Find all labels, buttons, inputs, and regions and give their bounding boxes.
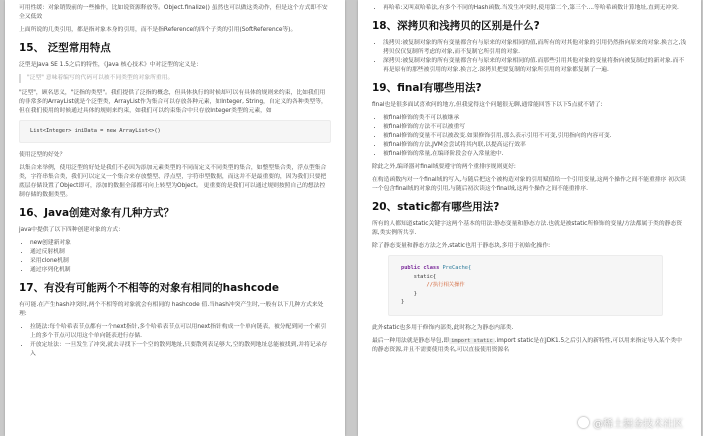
section-15-heading: 15、 泛型常用特点 bbox=[19, 42, 111, 54]
list-item: • 拉链法:每个哈希表节点都有一个next指针,多个哈希表节点可以用next指针构成一个单向链表，被分配到同一个索引上的多个节点可以用这个单向链表进行存储. bbox=[30, 323, 331, 341]
code-line: } bbox=[401, 290, 417, 297]
list-item: • 通过序列化机制 bbox=[30, 266, 331, 275]
list-item: • 浅拷贝:被复制对象的所有变量都含有与原来的对象相同的值,而所有的对其他对象的引用仍然指向原来的对象.换言之,浅拷贝仅仅复制所考虑的对象,而不复制它所引用的对象. bbox=[383, 39, 687, 57]
section-16-paragraph: java中提供了以下四种创建对象的方式： bbox=[19, 226, 124, 233]
section-19-heading: 19、final有哪些用法? bbox=[372, 82, 482, 94]
section-15-paragraph-3: 以集合来举例，使用泛型的好处是我们不必因为添加元素类型的不同而定义不同类型的集合，如整型集合类，浮点型集合类，字符串集合类，我们可以定义一个集合来存放整型、浮点型，字符串型数据，而这并不是最重要的，因为我们只要把底层存储设置了Object即可，添加的数据全部都可向上转型为Object。 更重要的是我们可以通过规则按照自己的想法控制存储的数据类型。 bbox=[19, 164, 327, 198]
list-item: • 被final修饰的方法不可以被重写 bbox=[383, 123, 687, 132]
rehash-list bbox=[372, 4, 687, 13]
section-15-paragraph-2: "泛型"，顾名思义，"泛指的类型"。我们提供了泛指的概念，但具体执行的时候却可以有具体的规则来约束，比如我们用的非常多的ArrayList就是个泛型类，ArrayList作为集合可以存放各种元素，如Integer, String，自定义的各种类型等，但在我们使用的时候通过具体的规则来约束，如我们可以约束集合中只存放Integer类型的元素，如 bbox=[19, 90, 327, 114]
section-16-heading: 16、Java创建对象有几种方式？ bbox=[19, 206, 175, 219]
right-page bbox=[358, 0, 701, 436]
logo-icon bbox=[578, 417, 589, 428]
list-item: • 开放定址法：一旦发生了冲突,就去寻找下一个空的散列地址,只要散列表足够大,空的散列地址总能被找到,并将记录存入 bbox=[30, 341, 331, 359]
list-item: • 被final修饰的常量,在编译阶段会存入常量池中. bbox=[383, 150, 687, 159]
section-19-paragraph-1: final也是很多面试喜欢问的地方,但我觉得这个问题很无聊,通常能回答下以下5点就不错了: bbox=[372, 102, 603, 108]
text-fragment: 最后一种用法就是静态导包,即 bbox=[372, 337, 450, 344]
list-item: • 被final修饰的变量不可以被改变.如果修饰引用,那么表示引用不可变,引用指向的内容可变. bbox=[383, 132, 687, 141]
final-usage-list bbox=[372, 114, 687, 159]
code-class-name: PreCache{ bbox=[439, 265, 472, 271]
list-item: • 被final修饰的类不可以被继承 bbox=[383, 114, 687, 123]
list-item: • 深拷贝:被复制对象的所有变量都含有与原来的对象相同的值.而那些引用其他对象的变量将指向被复制过的新对象.而不再是原有的那些被引用的对象.换言之.深拷贝把要复制的对象所引用的对象都复制了一遍. bbox=[383, 57, 687, 75]
section-17-heading: 17、有没有可能两个不相等的对象有相同的hashcode bbox=[19, 281, 279, 294]
hash-collision-list bbox=[19, 323, 331, 359]
section-20-paragraph-4 bbox=[372, 337, 687, 355]
list-item: • 再哈希:又叫双哈希法,有多个不同的Hash函数.当发生冲突时,使用第二个,第三个....等哈希函数计算地址,直到无冲突. bbox=[383, 4, 687, 13]
code-comment: //执行相关操作 bbox=[401, 282, 465, 288]
intro-paragraph-2: 上面所说的几类引用，都是指对象本身的引用，而不是指Reference的四个子类的引用(SoftReference等)。 bbox=[19, 27, 297, 33]
section-20-heading: 20、static都有哪些用法? bbox=[372, 201, 500, 213]
list-item: • new创建新对象 bbox=[30, 239, 331, 248]
section-19-paragraph-2: 除此之外,编译器对final域要遵守的两个重排序规则更好: bbox=[372, 164, 516, 170]
object-creation-list bbox=[19, 239, 331, 275]
section-19-paragraph-3: 在构造函数内对一个final域的写入,与随后把这个被构造对象的引用赋值给一个引用变量,这两个操作之间不能重排序 初次读一个包含final域的对象的引用,与随后初次读这个final域,这两个操作之间不能重排序. bbox=[372, 177, 686, 192]
code-keyword: public class bbox=[401, 265, 440, 271]
copy-difference-list bbox=[372, 39, 687, 75]
code-line: } bbox=[401, 299, 405, 305]
section-17-paragraph: 有可能.在产生hash冲突时,两个不相等的对象就会有相同的 hashcode 值.当hash冲突产生时,一般有以下几种方式来处理: bbox=[19, 301, 324, 317]
section-15-question: 使用泛型的好处？ bbox=[19, 151, 66, 158]
text-fragment: .import static是在JDK1.5之后引入的新特性,可以用来指定导入某个类中的静态资源,并且不需要使用类名,可以直接使用资源名 bbox=[372, 337, 682, 353]
list-item: • 采用clone机制 bbox=[30, 257, 331, 266]
generics-code-block bbox=[19, 120, 331, 143]
watermark-text: @稀土掘金技术社区 bbox=[593, 419, 683, 430]
inline-code: import static bbox=[451, 337, 493, 344]
section-20-paragraph-3: 此外static也多用于修饰内部类,此时称之为静态内部类. bbox=[372, 324, 514, 331]
code-line: static{ bbox=[401, 273, 437, 280]
list-item: • 被final修饰的方法,JVM会尝试将其内联,以提高运行效率 bbox=[383, 141, 687, 150]
section-20-paragraph-1: 所有的人都知道static关键字这两个基本的用法:静态变量和静态方法.也就是被static所修饰的变量/方法都属于类的静态资源,类实例所共享. bbox=[372, 221, 683, 236]
section-18-heading: 18、深拷贝和浅拷贝的区别是什么? bbox=[372, 20, 540, 32]
site-watermark bbox=[578, 415, 683, 430]
section-20-paragraph-2: 除了静态变量和静态方法之外,static也用于静态块,多用于初始化操作: bbox=[372, 243, 551, 249]
generics-quote: "泛型" 意味着编写的代码可以被不同类型的对象所重用。 bbox=[19, 74, 331, 83]
intro-paragraph-1: 可用性缓：对象销毁前的一些操作，比如说资源释放等。Object.finalize() 虽然也可以做这类动作，但是这个方式即不安全又低效 bbox=[19, 5, 328, 20]
code-line: List<Integer> iniData = new ArrayList<>() bbox=[30, 128, 161, 134]
section-15-paragraph-1: 泛型是Java SE 1.5之后的特性，《Java 核心技术》中对泛型的定义是： bbox=[19, 62, 202, 68]
list-item: • 通过反射机制 bbox=[30, 248, 331, 257]
left-page bbox=[5, 0, 345, 436]
static-block-code bbox=[388, 255, 663, 316]
